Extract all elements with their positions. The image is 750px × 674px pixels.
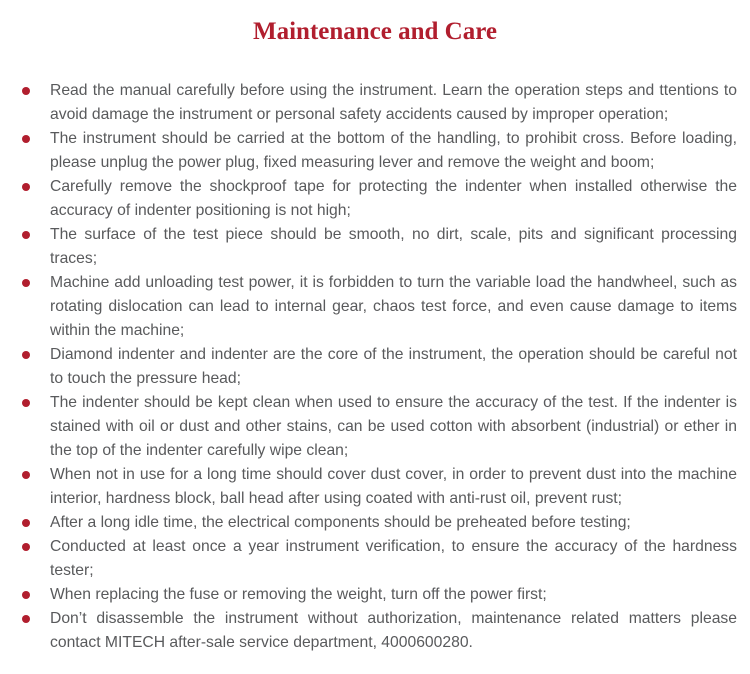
list-item [22, 511, 737, 535]
list-item-text: Conducted at least once a year instrument verification, to ensure the accuracy of the hardness tester; [50, 538, 737, 579]
list-item [22, 127, 737, 175]
bullet-icon [22, 183, 30, 191]
list-item-text: Read the manual carefully before using the instrument. Learn the operation steps and ttentions to avoid damage the instrument or personal safety accidents caused by improper operation; [50, 82, 737, 123]
bullet-icon [22, 615, 30, 623]
bullet-icon [22, 231, 30, 239]
list-item [22, 607, 737, 655]
list-item-text: The instrument should be carried at the bottom of the handling, to prohibit cross. Before loading, please unplug the power plug, fixed measuring lever and remove the weight and boom; [50, 130, 737, 171]
bullet-icon [22, 135, 30, 143]
list-item-text: Machine add unloading test power, it is forbidden to turn the variable load the handwheel, such as rotating dislocation can lead to internal gear, chaos test force, and even cause damage to items within the machine; [50, 274, 737, 339]
list-item [22, 583, 737, 607]
list-item [22, 343, 737, 391]
page-title: Maintenance and Care [253, 18, 497, 45]
list-item [22, 175, 737, 223]
bullet-icon [22, 351, 30, 359]
maintenance-list [22, 79, 737, 655]
list-item [22, 271, 737, 343]
bullet-icon [22, 519, 30, 527]
list-item-text: When replacing the fuse or removing the weight, turn off the power first; [50, 586, 547, 603]
list-item-text: Don’t disassemble the instrument without authorization, maintenance related matters please contact MITECH after-sale service department, 4000600280. [50, 610, 737, 651]
bullet-icon [22, 279, 30, 287]
list-item [22, 535, 737, 583]
list-item [22, 79, 737, 127]
list-item [22, 391, 737, 463]
bullet-icon [22, 591, 30, 599]
list-item-text: The indenter should be kept clean when used to ensure the accuracy of the test. If the indenter is stained with oil or dust and other stains, can be used cotton with absorbent (industrial) or ether in the top of the indenter carefully wipe clean; [50, 394, 737, 459]
list-item [22, 223, 737, 271]
bullet-icon [22, 471, 30, 479]
list-item-text: Carefully remove the shockproof tape for protecting the indenter when installed otherwise the accuracy of indenter positioning is not high; [50, 178, 737, 219]
bullet-icon [22, 87, 30, 95]
bullet-icon [22, 543, 30, 551]
list-item [22, 463, 737, 511]
list-item-text: After a long idle time, the electrical components should be preheated before testing; [50, 514, 631, 531]
list-item-text: The surface of the test piece should be smooth, no dirt, scale, pits and significant processing traces; [50, 226, 737, 267]
list-item-text: When not in use for a long time should cover dust cover, in order to prevent dust into the machine interior, hardness block, ball head after using coated with anti-rust oil, prevent rust; [50, 466, 737, 507]
list-item-text: Diamond indenter and indenter are the core of the instrument, the operation should be careful not to touch the pressure head; [50, 346, 737, 387]
bullet-icon [22, 399, 30, 407]
